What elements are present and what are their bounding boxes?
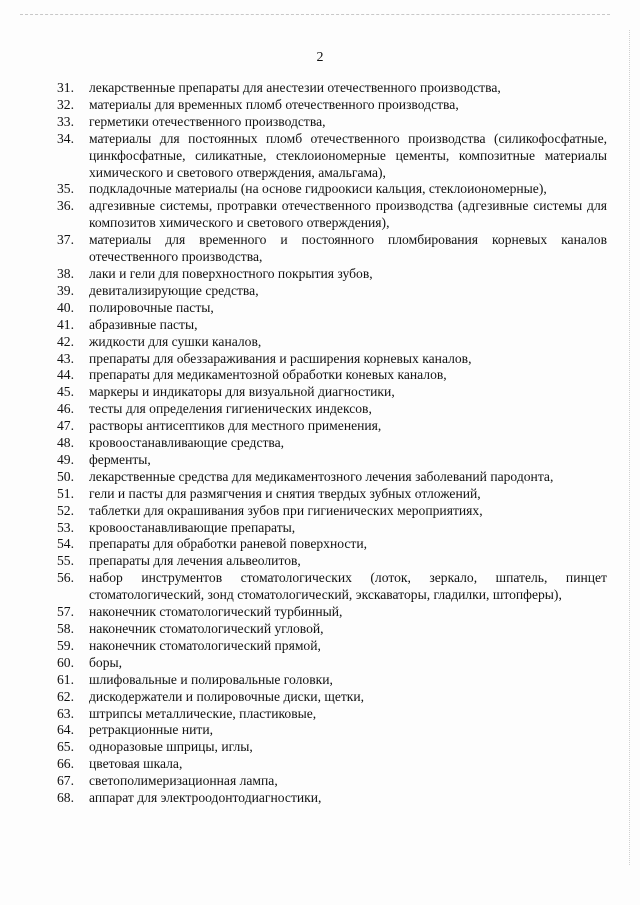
item-number: 49. [57,451,74,467]
item-text: герметики отечественного производства, [89,113,326,129]
list-item [57,401,607,418]
item-text: наконечник стоматологический прямой, [89,637,321,653]
item-text: тесты для определения гигиенических индексов, [89,401,372,417]
item-number: 35. [57,181,74,197]
list-item [57,536,607,553]
list-item [57,97,607,114]
item-text: гели и пасты для размягчения и снятия твердых зубных отложений, [89,485,481,501]
item-number: 57. [57,604,74,620]
list-item [57,418,607,435]
item-text: дискодержатели и полировочные диски, щетки, [89,688,365,704]
item-text: препараты для медикаментозной обработки коневых каналов, [89,367,447,383]
list-item [57,131,607,182]
item-text: набор инструментов стоматологических (лоток, зеркало, шпатель, пинцет стоматологический, зонд стоматологический, экскаваторы, гладилки, штопферы), [89,570,607,603]
item-text: ретракционные нити, [89,722,213,738]
item-number: 34. [57,130,74,146]
item-number: 59. [57,637,74,653]
list-item [57,198,607,232]
item-text: лекарственные средства для медикаментозного лечения заболеваний пародонта, [89,468,554,484]
item-number: 56. [57,570,74,586]
item-number: 51. [57,485,74,501]
item-number: 43. [57,350,74,366]
list-item [57,80,607,97]
item-number: 55. [57,553,74,569]
item-number: 48. [57,435,74,451]
item-number: 32. [57,96,74,112]
item-text: растворы антисептиков для местного применения, [89,418,382,434]
item-number: 39. [57,282,74,298]
numbered-list [57,80,607,807]
item-text: жидкости для сушки каналов, [89,333,262,349]
item-number: 54. [57,536,74,552]
item-text: препараты для обработки раневой поверхности, [89,536,368,552]
item-number: 41. [57,316,74,332]
item-number: 42. [57,333,74,349]
list-item [57,638,607,655]
list-item [57,351,607,368]
list-item [57,739,607,756]
item-text: материалы для временных пломб отечественного производства, [89,96,459,112]
list-item [57,553,607,570]
item-text: боры, [89,654,123,670]
list-item [57,334,607,351]
item-number: 58. [57,621,74,636]
item-text: подкладочные материалы (на основе гидроокиси кальция, стеклоиономерные), [89,181,547,197]
list-item [57,266,607,283]
list-item [57,706,607,723]
item-text: ферменты, [89,451,151,467]
item-text: материалы для постоянных пломб отечественного производства (силикофосфатные, цинкфосфатные, силикатные, стеклоиономерные цементы, композитные материалы химического и светового отверждения, амальгама), [89,130,607,180]
list-item [57,283,607,300]
item-text: маркеры и индикаторы для визуальной диагностики, [89,384,395,400]
list-item [57,570,607,604]
page-number: 2 [316,50,324,65]
item-number: 65. [57,739,74,755]
item-text: материалы для временного и постоянного пломбирования корневых каналов отечественного производства, [89,232,607,265]
list-item [57,773,607,790]
item-text: цветовая шкала, [89,756,183,772]
item-number: 33. [57,113,74,129]
item-number: 52. [57,502,74,518]
item-number: 64. [57,722,74,738]
item-text: лекарственные препараты для анестезии отечественного производства, [89,80,501,95]
item-number: 67. [57,773,74,789]
item-number: 37. [57,232,74,248]
list-item [57,689,607,706]
item-text: препараты для лечения альвеолитов, [89,553,301,569]
list-item [57,384,607,401]
item-text: абразивные пасты, [89,316,198,332]
item-number: 62. [57,688,74,704]
item-text: полировочные пасты, [89,299,214,315]
item-number: 46. [57,401,74,417]
list-item [57,486,607,503]
list-item [57,621,607,638]
list-item [57,181,607,198]
list-item [57,367,607,384]
item-number: 40. [57,299,74,315]
item-text: светополимеризационная лампа, [89,773,278,789]
item-number: 68. [57,790,74,806]
item-text: аппарат для электроодонтодиагностики, [89,790,322,806]
item-text: кровоостанавливающие препараты, [89,519,296,535]
item-number: 45. [57,384,74,400]
list-item [57,722,607,739]
list-item [57,604,607,621]
list-item [57,452,607,469]
item-text: таблетки для окрашивания зубов при гигиенических мероприятиях, [89,502,483,518]
item-number: 38. [57,265,74,281]
item-text: лаки и гели для поверхностного покрытия зубов, [89,265,373,281]
list-item [57,300,607,317]
list-item [57,790,607,807]
item-text: штрипсы металлические, пластиковые, [89,705,317,721]
item-text: девитализирующие средства, [89,282,259,298]
item-text: наконечник стоматологический турбинный, [89,604,343,620]
list-item [57,317,607,334]
item-number: 44. [57,367,74,383]
list-item [57,114,607,131]
list-item [57,503,607,520]
scan-edge-right [629,30,630,865]
item-number: 50. [57,468,74,484]
item-text: препараты для обеззараживания и расширения корневых каналов, [89,350,472,366]
item-number: 61. [57,671,74,687]
item-text: одноразовые шприцы, иглы, [89,739,253,755]
list-item [57,520,607,537]
item-number: 31. [57,80,74,95]
item-number: 63. [57,705,74,721]
item-text: шлифовальные и полировальные головки, [89,671,333,687]
item-text: кровоостанавливающие средства, [89,435,285,451]
list-item [57,756,607,773]
scan-edge-top [20,14,610,15]
list-item [57,672,607,689]
item-number: 47. [57,418,74,434]
item-text: наконечник стоматологический угловой, [89,621,324,636]
list-item [57,469,607,486]
list-item [57,435,607,452]
list-item [57,232,607,266]
item-text: адгезивные системы, протравки отечественного производства (адгезивные системы для композитов химического и светового отверждения), [89,198,607,231]
item-number: 66. [57,756,74,772]
list-item [57,655,607,672]
item-number: 60. [57,654,74,670]
item-number: 36. [57,198,74,214]
item-number: 53. [57,519,74,535]
